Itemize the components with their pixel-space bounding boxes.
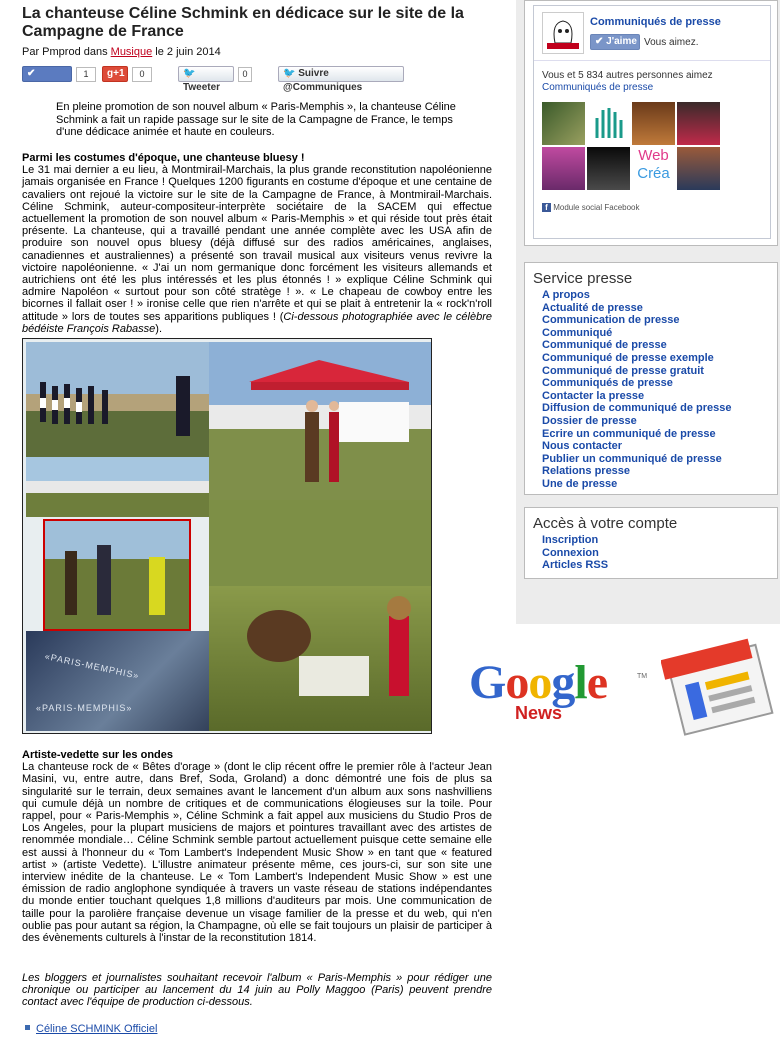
photo-soldiers [26, 342, 209, 457]
gplus-button[interactable] [102, 66, 128, 82]
tm-mark: TM [637, 673, 648, 680]
rabasse-shapes [45, 521, 189, 629]
facebook-like-box [533, 5, 771, 239]
service-link[interactable]: A propos [542, 289, 590, 301]
service-presse-list [542, 289, 731, 491]
fan-avatar[interactable] [542, 147, 585, 190]
byline-date: le 2 juin 2014 [152, 46, 221, 58]
newspaper-icon [661, 633, 777, 745]
byline [22, 46, 492, 58]
webcrea-word-1: Web [638, 147, 669, 164]
fan-avatar[interactable] [587, 102, 630, 145]
fb-widget-like-button[interactable] [590, 34, 640, 50]
sidebar [516, 0, 780, 624]
twitter-follow-button[interactable] [278, 66, 404, 93]
check-icon: ✔ [595, 36, 604, 47]
service-link[interactable]: Communiqué de presse [542, 339, 667, 352]
friends-text [542, 70, 770, 94]
article [22, 0, 492, 1035]
section-1 [22, 152, 492, 335]
you-like-text: Vous aimez. [644, 37, 699, 48]
signup-link[interactable]: Inscription [542, 534, 599, 546]
signing-shapes [209, 586, 431, 731]
album-text-1: «PARIS-MEMPHIS» [44, 651, 141, 681]
social-buttons [22, 66, 492, 93]
gplus-label: +1 [113, 68, 125, 79]
photo-camp [26, 457, 209, 517]
section-2-heading: Artiste-vedette sur les ondes [22, 749, 173, 761]
photo-stand [209, 500, 431, 586]
hand-logo-icon [587, 102, 630, 145]
fb-like-label: J'aime [27, 82, 58, 93]
fan-avatar[interactable] [587, 147, 630, 190]
photo-caption: Ci-dessous photographiée avec le célèbre bédéiste François Rabasse [22, 310, 492, 335]
account-heading: Accès à votre compte [533, 515, 678, 532]
service-link[interactable]: Communiqués de presse [542, 377, 673, 390]
facebook-icon: f [542, 203, 551, 212]
service-link[interactable]: Ecrire un communiqué de presse [542, 427, 716, 440]
fb-divider [534, 60, 770, 61]
friends-count-text: Vous et 5 834 autres personnes aimez [542, 70, 713, 81]
official-link[interactable]: Céline SCHMINK Officiel [36, 1023, 158, 1035]
fan-avatar[interactable] [632, 102, 675, 145]
photo-signing [209, 586, 431, 731]
bullet-icon [25, 1025, 30, 1030]
fb-footer [542, 203, 640, 212]
section-1-body: Le 31 mai dernier a eu lieu, à Montmirail-Marchais, la plus grande reconstitution napoléonienne jamais organisée en France ! Quelques 1200 figurants en costume d'époque et une centaine de cavaliers ont rejoué la victoire sur le site de la Campagne de France, à Montmirail-Marchais. Céline Schmink, auteur-compositeur-interprète sociétaire de la SACEM qui effectue actuellement la promotion de son nouvel album « Paris-Memphis » et qui réside tout près était présente. La chanteuse, qui a travaillé pendant une année complète avec les USA afin de produire son nouvel opus bluesy (déjà diffusé sur des radios américaines, anglaises, canadiennes et australiennes) a présenté son travail musical aux visiteurs venus revivre la victoire napoléonienne. « J'ai un nom germanique donc forcément les visiteurs allemands et autrichiens ont été les plus intéressés et les plus étonnés ! » explique Céline Schmink qui admire Napoléon « surtout pour son côté stratège ! ». « Le chapeau de cowboy entre les bicornes il fallait oser ! » ironise celle que rien n'arrête et qui se plait à entretenir la « rock'n'roll attitude » lors de toutes ses apparitions publiques ! ( [22, 164, 492, 323]
fb-page-name[interactable]: Communiqués de presse [590, 16, 721, 28]
section-1-text [22, 164, 492, 335]
rss-link[interactable]: Articles RSS [542, 559, 609, 572]
byline-prefix: Par Pmprod dans [22, 46, 111, 58]
fb-like-button[interactable] [22, 66, 72, 93]
section-2 [22, 749, 492, 944]
fan-avatar[interactable] [677, 147, 720, 190]
news-label: News [515, 703, 563, 723]
service-link[interactable]: Publier un communiqué de presse [542, 452, 722, 465]
service-link[interactable]: Nous contacter [542, 440, 623, 453]
gplus-g-icon: g [107, 68, 114, 79]
account-list [542, 534, 608, 572]
tweet-label: Tweeter [183, 82, 221, 93]
service-link[interactable]: Communiqué [542, 326, 613, 339]
friends-page-link[interactable]: Communiqués de presse [542, 82, 654, 93]
service-link[interactable]: Communiqué de presse exemple [542, 351, 714, 364]
twitter-bird-icon: 🐦 [183, 68, 196, 79]
photo-rabasse [43, 519, 191, 631]
service-link[interactable]: Diffusion de communiqué de presse [542, 402, 732, 415]
fan-avatar[interactable] [542, 102, 585, 145]
fb-widget-like-label: J'aime [606, 36, 637, 47]
account-box [524, 507, 778, 579]
article-lead: En pleine promotion de son nouvel album « Paris-Memphis », la chanteuse Céline Schmink a fait un rapide passage sur le site de la Campagne de France, le temps d'une dédicace animée et haute en couleurs. [56, 101, 456, 138]
photo-album [26, 631, 209, 731]
google-news-banner[interactable] [461, 627, 780, 747]
facebook-widget-box [524, 0, 778, 246]
official-link-row [22, 1023, 157, 1035]
fan-avatar[interactable] [677, 102, 720, 145]
soldiers-shapes [26, 342, 209, 457]
service-link[interactable]: Dossier de presse [542, 414, 637, 427]
follow-label: Suivre @Communiques [283, 68, 363, 93]
service-link[interactable]: Une de presse [542, 477, 618, 490]
check-icon: ✔ [27, 68, 36, 79]
service-link[interactable]: Contacter la presse [542, 389, 645, 402]
category-link[interactable]: Musique [110, 46, 153, 58]
service-link[interactable]: Communiqué de presse gratuit [542, 364, 704, 377]
fan-avatar-webcrea[interactable] [632, 147, 675, 190]
fb-like-count: 1 [76, 67, 96, 82]
ghost-logo-icon [543, 13, 583, 53]
tent-shapes [209, 342, 431, 500]
service-link[interactable]: Relations presse [542, 465, 631, 478]
webcrea-word-2: Créa [637, 165, 670, 182]
service-presse-box [524, 262, 778, 495]
tweet-count: 0 [238, 67, 252, 82]
login-link[interactable]: Connexion [542, 546, 599, 559]
event-photo-collage [22, 338, 432, 734]
service-presse-heading: Service presse [533, 270, 633, 287]
article-title: La chanteuse Céline Schmink en dédicace sur le site de la Campagne de France [22, 5, 464, 40]
page-logo [542, 12, 584, 54]
album-text-2: «PARIS-MEMPHIS» [36, 703, 133, 713]
section-1-heading: Parmi les costumes d'époque, une chanteuse bluesy ! [22, 152, 305, 164]
tweet-button[interactable] [178, 66, 234, 93]
section-1-end: ). [155, 322, 163, 335]
twitter-bird-icon: 🐦 [283, 68, 296, 79]
service-link[interactable]: Communication de presse [542, 314, 680, 327]
google-logo: Google [469, 656, 607, 709]
fb-footer-text: Module social Facebook [553, 203, 640, 212]
service-link[interactable]: Actualité de presse [542, 301, 643, 314]
photo-tent [209, 342, 431, 500]
closing-note: Les bloggers et journalistes souhaitant recevoir l'album « Paris-Memphis » pour rédiger une chronique ou participer au lancement du 14 juin au Polly Maggoo (Paris) peuvent prendre contact avec l'équipe de production ci-dessous. [22, 972, 492, 1009]
section-2-text: La chanteuse rock de « Bêtes d'orage » (dont le clip récent offre le premier rôle à l'acteur Jean Masini, vu, entre autre, dans Bref, Soda, Groland) a donc démontré une fois de plus sa singularité sur le terrain, deux semaines avant le lancement d'un album aux sons nashvilliens qui cumule déjà un nombre de critiques et de communications élogieuses sur la toile. Pour rappel, pour « Paris-Memphis », Céline Schmink a fait appel aux musiciens du Studio Pros de Los Angeles, pour la plupart musiciens de majors et pointures travaillant avec des artistes de renommée mondiale… Céline Schmink semble partout actuellement puisque cette semaine elle est aussi à l'honneur du « Tom Lambert's Independent Music Show » en tant que « featured artist » (artiste Vedette). L'illustre animateur présente même, ces jours-ci, sur son site une interview inédite de la chanteuse. Le « Tom Lambert's Independent Music Show » est une émission de radio anglophone syndiquée à travers un vaste réseau de stations indépendantes du monde entier touchant quelques 1,8 millions d'auditeurs par mois. Une communication de taille pour la parolière française devenue un visage familier de la presse et du web, qui n'en oublie pas pour autant sa région, la Champagne, où elle se fait toujours un plaisir de participer à des évènements culturels à l'instar de la reconstitution 1814. [22, 761, 492, 945]
gplus-count: 0 [132, 67, 152, 82]
